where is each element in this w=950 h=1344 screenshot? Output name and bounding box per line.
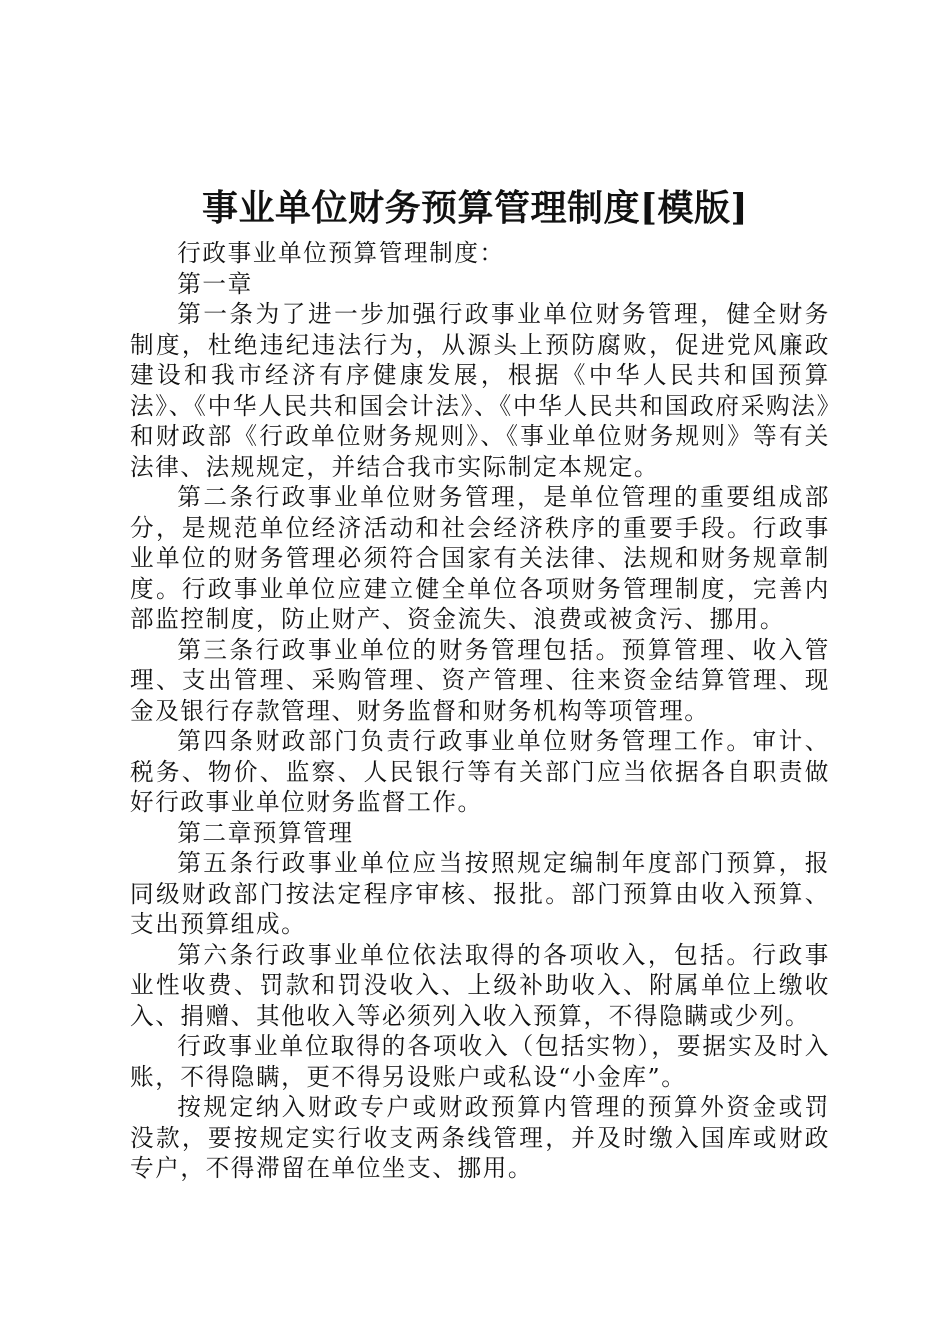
document-title: 事业单位财务预算管理制度[模版] xyxy=(201,187,749,229)
paragraph-article-3: 第三条行政事业单位的财务管理包括。预算管理、收入管理、支出管理、采购管理、资产管理、往来资金结算管理、现金及银行存款管理、财务监督和财务机构等项管理。 xyxy=(130,635,830,725)
paragraph-article-4: 第四条财政部门负责行政事业单位财务管理工作。审计、税务、物价、监察、人民银行等有关部门应当依据各自职责做好行政事业单位财务监督工作。 xyxy=(130,727,830,816)
paragraph-article-6: 第六条行政事业单位依法取得的各项收入，包括。行政事业性收费、罚款和罚没收入、上级补助收入、附属单位上缴收入、捐赠、其他收入等必须列入收入预算，不得隐瞒或少列。 xyxy=(130,940,830,1030)
paragraph-article-2: 第二条行政事业单位财务管理，是单位管理的重要组成部分，是规范单位经济活动和社会经济秩序的重要手段。行政事业单位的财务管理必须符合国家有关法律、法规和财务规章制度。行政事业单位应建立健全单位各项财务管理制度，完善内部监控制度，防止财产、资金流失、浪费或被贪污、挪用。 xyxy=(130,483,830,633)
paragraph-fiscal-account: 按规定纳入财政专户或财政预算内管理的预算外资金或罚没款，要按规定实行收支两条线管理，并及时缴入国库或财政专户，不得滞留在单位坐支、挪用。 xyxy=(130,1093,830,1182)
paragraph-article-5: 第五条行政事业单位应当按照规定编制年度部门预算，报同级财政部门按法定程序审核、报批。部门预算由收入预算、支出预算组成。 xyxy=(130,849,830,938)
paragraph-income-recording: 行政事业单位取得的各项收入（包括实物），要据实及时入账，不得隐瞒，更不得另设账户或私设“小金库”。 xyxy=(130,1032,830,1091)
document-body xyxy=(130,238,830,1184)
paragraph-article-1: 第一条为了进一步加强行政事业单位财务管理，健全财务制度，杜绝违纪违法行为，从源头上预防腐败，促进党风廉政建设和我市经济有序健康发展，根据《中华人民共和国预算法》、《中华人民共和国会计法》、《中华人民共和国政府采购法》和财政部《行政单位财务规则》、《事业单位财务规则》等有关法律、法规规定，并结合我市实际制定本规定。 xyxy=(130,300,830,481)
paragraph-intro: 行政事业单位预算管理制度： xyxy=(177,239,505,267)
paragraph-chapter-1-heading: 第一章 xyxy=(177,269,253,298)
paragraph-chapter-2-heading: 第二章预算管理 xyxy=(177,818,354,847)
